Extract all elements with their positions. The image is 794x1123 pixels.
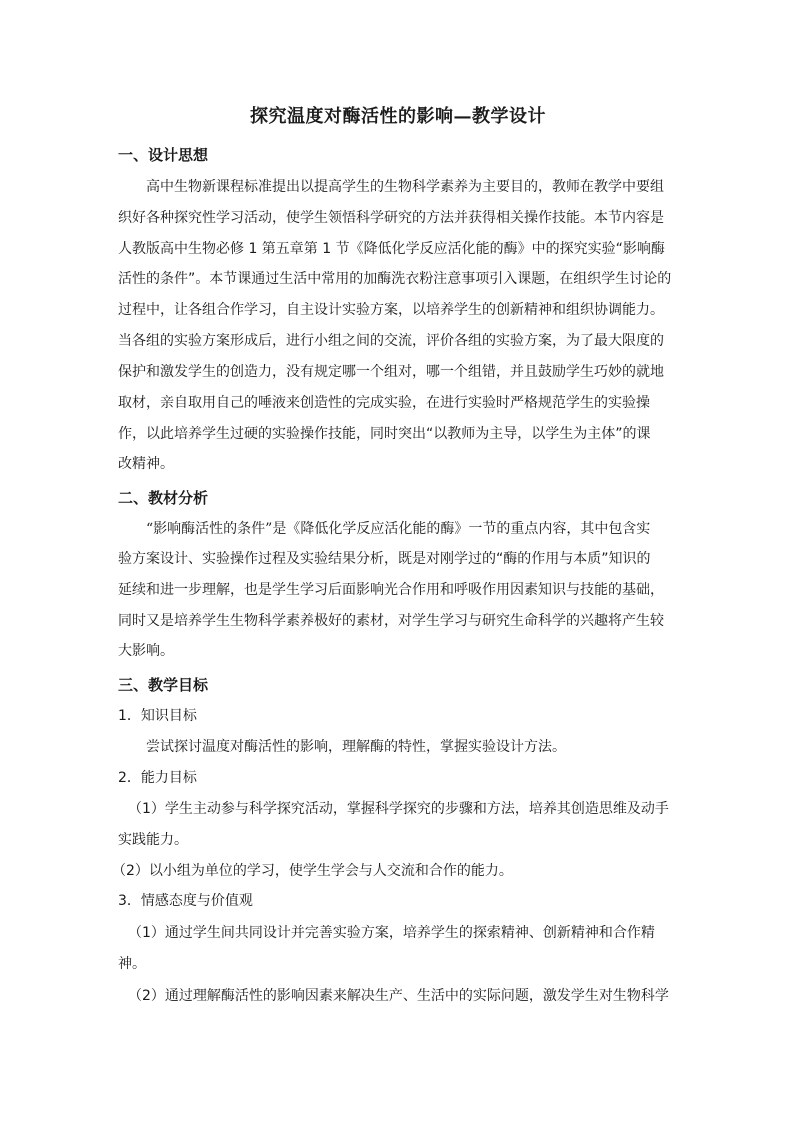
paragraph-line: 同时又是培养学生生物科学素养极好的素材，对学生学习与研究生命科学的兴趣将产生较: [118, 613, 664, 629]
paragraph-line: 实践能力。: [118, 832, 188, 848]
section-heading-material-analysis: 二、教材分析: [118, 489, 209, 507]
paragraph-line: 神。: [118, 956, 146, 972]
paragraph-line: （2）以小组为单位的学习，使学生学会与人交流和合作的能力。: [112, 863, 513, 879]
paragraph-line: 验方案设计、实验操作过程及实验结果分析，既是对刚学过的“酶的作用与本质”知识的: [118, 551, 651, 567]
paragraph-line: 延续和进一步理解，也是学生学习后面影响光合作用和呼吸作用因素知识与技能的基础，: [118, 582, 664, 598]
paragraph-line: 改精神。: [118, 456, 174, 472]
paragraph-line: 当各组的实验方案形成后，进行小组之间的交流，评价各组的实验方案，为了最大限度的: [118, 333, 664, 349]
subheading-knowledge-goals: 1．知识目标: [118, 708, 197, 724]
paragraph-line: 取材，亲自取用自己的唾液来创造性的完成实验，在进行实验时严格规范学生的实验操: [118, 395, 650, 411]
paragraph-line: 大影响。: [118, 643, 174, 659]
paragraph-line: 活性的条件”。本节课通过生活中常用的加酶洗衣粉注意事项引入课题，在组织学生讨论的: [118, 271, 672, 287]
paragraph-line: 过程中，让各组合作学习，自主设计实验方案，以培养学生的创新精神和组织协调能力。: [118, 302, 664, 318]
subheading-emotional-goals: 3．情感态度与价值观: [118, 893, 253, 909]
paragraph-line: 织好各种探究性学习活动，使学生领悟科学研究的方法并获得相关操作技能。本节内容是: [118, 210, 664, 226]
paragraph-line: 作，以此培养学生过硬的实验操作技能，同时突出“以教师为主导，以学生为主体”的课: [118, 426, 651, 442]
paragraph-line: （1）学生主动参与科学探究活动，掌握科学探究的步骤和方法，培养其创造思维及动手: [128, 801, 669, 817]
document-title: 探究温度对酶活性的影响—教学设计: [250, 106, 546, 127]
paragraph-line: 高中生物新课程标准提出以提高学生的生物科学素养为主要目的，教师在教学中要组: [146, 179, 664, 195]
paragraph-line: （2）通过理解酶活性的影响因素来解决生产、生活中的实际问题，激发学生对生物科学: [128, 988, 669, 1004]
section-heading-design-idea: 一、设计思想: [118, 146, 209, 164]
paragraph-line: 尝试探讨温度对酶活性的影响，理解酶的特性，掌握实验设计方法。: [146, 739, 566, 755]
paragraph-line: （1）通过学生间共同设计并完善实验方案，培养学生的探索精神、创新精神和合作精: [128, 925, 655, 941]
subheading-ability-goals: 2．能力目标: [118, 770, 197, 786]
paragraph-line: “影响酶活性的条件”是《降低化学反应活化能的酶》一节的重点内容，其中包含实: [146, 521, 651, 537]
paragraph-line: 保护和激发学生的创造力，没有规定哪一个组对，哪一个组错，并且鼓励学生巧妙的就地: [118, 364, 664, 380]
paragraph-line: 人教版高中生物必修 1 第五章第 1 节《降低化学反应活化能的酶》中的探究实验“影响酶: [118, 241, 665, 257]
section-heading-teaching-goals: 三、教学目标: [118, 676, 209, 694]
